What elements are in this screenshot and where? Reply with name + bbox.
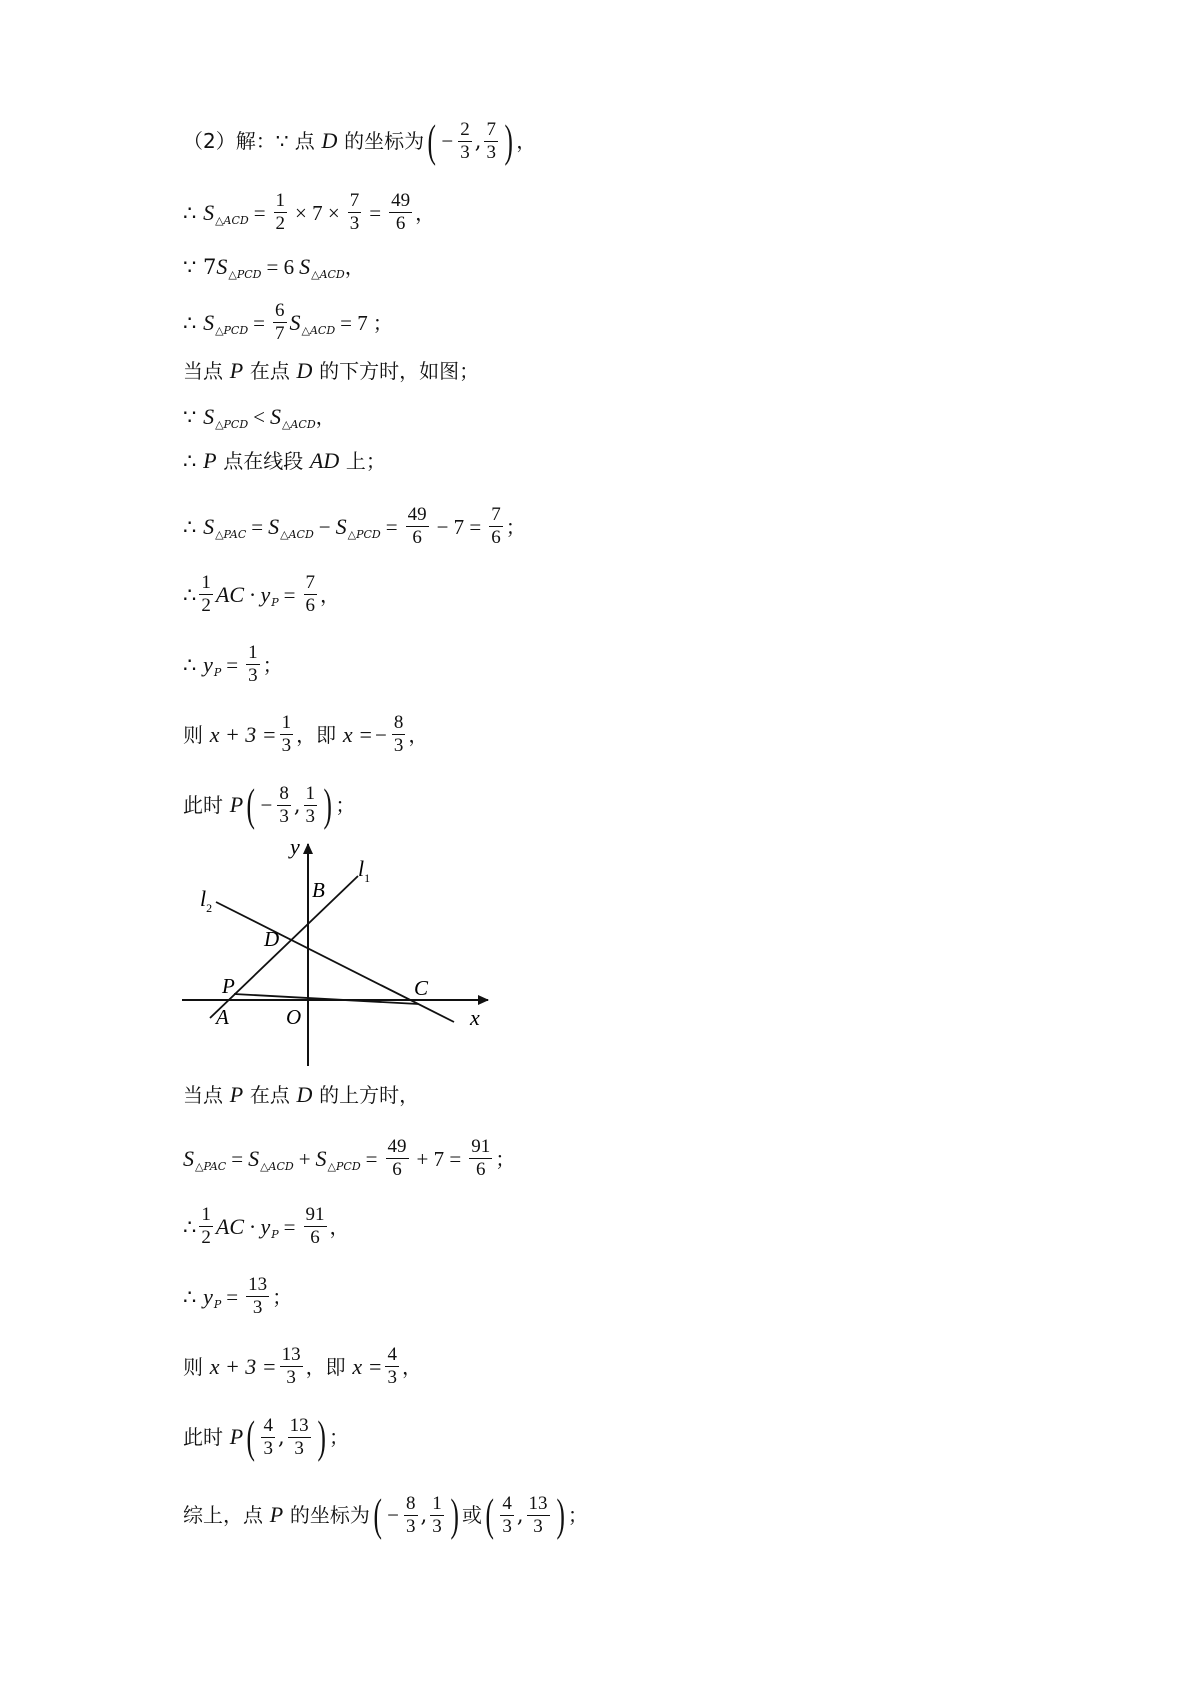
numerator: 13 — [248, 1274, 268, 1295]
text: ， — [315, 405, 336, 429]
numerator: 1 — [201, 572, 211, 593]
subscript: △ACD — [215, 213, 249, 227]
denominator: 3 — [533, 1515, 543, 1537]
bracket: ( — [485, 1489, 494, 1540]
text: 则 — [183, 722, 203, 747]
text: ； — [272, 1284, 293, 1309]
math-text: ∴ — [183, 514, 197, 539]
line-l2 — [216, 902, 454, 1022]
math-operator: = — [231, 1146, 244, 1171]
solution-line-7 — [183, 446, 386, 476]
fraction — [404, 1493, 418, 1538]
fraction — [385, 1344, 399, 1389]
math-operator: = — [253, 310, 266, 335]
math-text: ∴ — [183, 200, 197, 225]
math-symbol: S — [203, 199, 215, 225]
denominator: 6 — [305, 595, 316, 616]
math-symbol: S — [335, 513, 347, 539]
numerator: 49 — [391, 190, 411, 211]
numerator: 13 — [528, 1492, 548, 1514]
text: ； — [262, 652, 283, 677]
fraction — [304, 783, 318, 828]
math-operator: < — [253, 405, 266, 429]
math-operator: = — [283, 582, 296, 607]
denominator: 3 — [460, 141, 470, 163]
math-symbol: y — [203, 1283, 213, 1309]
math-operator: + — [298, 1146, 311, 1171]
denominator: 6 — [392, 1159, 402, 1180]
fraction — [484, 119, 498, 164]
solution-line-9 — [183, 572, 340, 617]
numerator: 49 — [387, 1136, 407, 1157]
fraction — [273, 300, 287, 345]
denominator: 3 — [486, 141, 496, 163]
solution-line-8 — [183, 504, 526, 549]
math-operator: = — [369, 200, 382, 225]
text: ， — [408, 722, 429, 747]
math-symbol: S — [203, 513, 215, 539]
text: ，即 — [305, 1354, 346, 1379]
subscript: △PAC — [195, 1159, 227, 1173]
solution-line-2 — [183, 190, 435, 235]
math-symbol: x + 3 = — [209, 1353, 277, 1379]
solution-line-15 — [183, 1204, 350, 1249]
text: 当点 — [183, 1083, 223, 1107]
fraction — [392, 712, 406, 757]
label-l1: $l_1$ — [358, 856, 371, 885]
subscript: △PAC — [215, 527, 247, 541]
math-text: ∴ — [183, 1214, 197, 1239]
coordinate: ( $\frac{4}{3}$ , $\frac{13}{3}$ ) — [485, 1489, 565, 1540]
denominator: 7 — [275, 323, 285, 344]
denominator: 3 — [279, 805, 289, 827]
fraction — [430, 1493, 444, 1538]
fraction — [469, 1136, 492, 1181]
solution-line-11 — [183, 712, 428, 757]
text: 的下方时，如图； — [319, 359, 480, 383]
math-symbol: D — [296, 1082, 313, 1107]
math-operator: = — [365, 1146, 378, 1171]
subscript: △PCD — [327, 1159, 361, 1173]
fraction — [304, 572, 318, 617]
math-operator: = — [253, 200, 266, 225]
denominator: 3 — [294, 1437, 304, 1459]
math-symbol: S — [289, 309, 301, 335]
denominator: 2 — [201, 1227, 211, 1248]
subscript: △PCD — [215, 323, 249, 337]
fraction — [246, 1274, 269, 1319]
math-operator: = — [226, 652, 239, 677]
denominator: 3 — [248, 665, 258, 686]
text: 当点 — [183, 359, 223, 383]
subscript: P — [213, 665, 222, 679]
fraction — [458, 119, 472, 164]
text: ， — [415, 200, 436, 225]
numerator: 7 — [349, 190, 360, 211]
numerator: 1 — [305, 782, 315, 804]
math-symbol: P — [203, 448, 217, 473]
subscript: △PCD — [347, 527, 381, 541]
fraction — [389, 190, 412, 235]
text: ， — [344, 255, 365, 279]
math-operator: = 6 — [266, 255, 295, 279]
solution-line-10 — [183, 642, 283, 687]
text: 的上方时， — [319, 1083, 420, 1107]
subscript: P — [271, 1227, 279, 1241]
math-text: ∵ 7 — [183, 255, 217, 279]
math-symbol: AC · y — [215, 1213, 271, 1239]
solution-line-3 — [183, 252, 365, 282]
denominator: 6 — [491, 527, 501, 548]
numerator: 7 — [491, 504, 501, 525]
math-symbol: P — [229, 1424, 244, 1449]
subscript: △ACD — [282, 418, 316, 431]
solution-line-17 — [183, 1344, 422, 1389]
text: ， — [516, 129, 537, 153]
fraction — [277, 783, 291, 828]
text: ， — [329, 1214, 350, 1239]
math-symbol: D — [296, 358, 313, 383]
coordinate: ( $\frac{4}{3}$ , $\frac{13}{3}$ ) — [246, 1411, 326, 1462]
math-operator: = — [226, 1284, 239, 1309]
label-O: O — [286, 1005, 302, 1029]
denominator: 3 — [305, 805, 315, 827]
math-text: ∴ — [183, 310, 197, 335]
math-symbol: x = — [352, 1353, 383, 1379]
numerator: 91 — [471, 1136, 491, 1157]
numerator: 1 — [281, 712, 292, 733]
text: 此时 — [183, 1425, 223, 1449]
math-symbol: P — [229, 1082, 244, 1107]
math-symbol: y — [203, 651, 213, 677]
text: （2）解：∵ 点 — [183, 129, 315, 153]
fraction — [199, 572, 213, 617]
text: 则 — [183, 1354, 203, 1379]
numerator: 91 — [305, 1204, 325, 1225]
math-operator: − 7 = — [436, 514, 482, 539]
denominator: 6 — [412, 527, 422, 548]
text: ； — [505, 514, 526, 539]
label-A: A — [216, 1005, 229, 1029]
numerator: 8 — [406, 1492, 416, 1514]
fraction — [274, 190, 288, 235]
subscript: △ACD — [311, 268, 345, 281]
math-operator: − — [260, 793, 273, 817]
text: 在点 — [249, 1083, 290, 1107]
denominator: 6 — [310, 1227, 320, 1248]
denominator: 3 — [281, 735, 292, 756]
coordinate: ( − $\frac{8}{3}$ , $\frac{1}{3}$ ) — [246, 779, 332, 830]
denominator: 3 — [502, 1515, 512, 1537]
fraction — [527, 1493, 550, 1538]
solution-line-1 — [183, 115, 537, 166]
fraction — [304, 1204, 327, 1249]
denominator: 3 — [406, 1515, 416, 1537]
text: ， — [401, 1354, 422, 1379]
solution-line-16 — [183, 1274, 292, 1319]
math-symbol: AD — [309, 448, 340, 473]
bracket: ( — [246, 1411, 256, 1462]
math-symbol: P — [229, 358, 244, 383]
math-operator: − — [318, 514, 331, 539]
text: ， — [320, 582, 341, 607]
subscript: △ACD — [260, 1159, 294, 1173]
numerator: 13 — [289, 1414, 309, 1436]
text: 的坐标为 — [344, 129, 425, 153]
numerator: 4 — [502, 1492, 512, 1514]
numerator: 7 — [305, 572, 316, 593]
math-text: ∵ — [183, 405, 197, 429]
math-symbol: S — [268, 513, 280, 539]
fraction — [500, 1493, 514, 1538]
math-symbol: S — [270, 404, 282, 429]
text: ； — [328, 1425, 349, 1449]
subscript: P — [213, 1297, 222, 1311]
math-symbol: S — [299, 254, 311, 279]
label-B: B — [312, 878, 325, 902]
denominator: 3 — [252, 1297, 263, 1318]
subscript: P — [271, 595, 279, 609]
numerator: 1 — [248, 642, 258, 663]
label-y: y — [290, 838, 300, 859]
solution-line-4 — [183, 300, 393, 345]
math-symbol: P — [229, 792, 244, 817]
bracket: ) — [555, 1489, 565, 1540]
math-operator: = — [283, 1214, 296, 1239]
numerator: 49 — [407, 504, 427, 525]
denominator: 3 — [387, 1367, 397, 1388]
denominator: 6 — [395, 213, 406, 234]
denominator: 3 — [432, 1515, 442, 1537]
text: 上； — [345, 449, 386, 473]
fraction — [348, 190, 362, 235]
fraction — [489, 504, 503, 549]
numerator: 1 — [201, 1204, 211, 1225]
text: 此时 — [183, 793, 223, 817]
denominator: 3 — [263, 1437, 273, 1459]
math-symbol: D — [321, 128, 338, 153]
math-operator: − — [387, 1503, 399, 1527]
solution-line-5 — [183, 356, 479, 386]
numerator: 4 — [387, 1344, 397, 1365]
subscript: △ACD — [280, 527, 314, 541]
denominator: 2 — [275, 213, 286, 234]
fraction — [246, 642, 260, 687]
math-symbol: S — [183, 1145, 194, 1171]
math-symbol: P — [269, 1502, 284, 1527]
math-text: ∴ — [183, 449, 197, 473]
text: ，即 — [296, 722, 337, 747]
math-operator: + 7 = — [416, 1146, 462, 1171]
label-C: C — [414, 976, 429, 1000]
math-operator: × 7 × — [295, 200, 340, 225]
bracket: ) — [323, 779, 332, 830]
math-symbol: S — [216, 254, 228, 279]
label-P: P — [222, 974, 235, 998]
text: 综上，点 — [183, 1503, 263, 1527]
bracket: ) — [504, 115, 513, 166]
math-symbol: x = — [342, 721, 373, 747]
label-l2: $l_2$ — [200, 886, 213, 915]
text: 或 — [462, 1503, 483, 1527]
numerator: 1 — [432, 1492, 442, 1514]
subscript: △PCD — [215, 418, 249, 431]
denominator: 6 — [475, 1159, 486, 1180]
fraction — [288, 1415, 311, 1460]
fraction — [280, 1344, 303, 1389]
denominator: 3 — [393, 735, 404, 756]
subscript: △ACD — [301, 323, 336, 337]
math-operator: − — [441, 129, 454, 153]
numerator: 13 — [281, 1344, 301, 1365]
denominator: 2 — [201, 595, 211, 616]
subscript: △PCD — [228, 268, 262, 281]
math-operator: = — [251, 514, 264, 539]
math-operator: = — [385, 514, 398, 539]
text: ； — [335, 793, 356, 817]
math-symbol: S — [203, 404, 215, 429]
text: 点在线段 — [223, 449, 304, 473]
fraction — [261, 1415, 275, 1460]
math-operator: = 7 — [340, 310, 368, 335]
fraction — [386, 1136, 409, 1181]
math-text: ∴ — [183, 652, 197, 677]
math-text: ∴ — [183, 1284, 197, 1309]
math-symbol: S — [248, 1145, 260, 1171]
solution-line-6 — [183, 402, 336, 432]
coordinate-figure — [178, 838, 508, 1070]
text: 在点 — [249, 359, 290, 383]
denominator: 3 — [286, 1367, 296, 1388]
numerator: 8 — [279, 782, 289, 804]
numerator: 2 — [460, 118, 470, 140]
label-x: x — [470, 1005, 480, 1030]
coord-D: ( − $\frac{2}{3}$ , $\frac{7}{3}$ ) — [427, 115, 513, 166]
label-D: D — [264, 927, 280, 951]
text: ； — [495, 1146, 516, 1171]
solution-line-18 — [183, 1411, 349, 1462]
bracket: ) — [450, 1489, 459, 1540]
bracket: ( — [246, 779, 256, 830]
solution-line-19 — [183, 1489, 588, 1540]
fraction — [406, 504, 429, 549]
numerator: 8 — [393, 712, 404, 733]
numerator: 1 — [275, 190, 286, 211]
coordinate: ( − $\frac{8}{3}$ , $\frac{1}{3}$ ) — [373, 1489, 459, 1540]
solution-line-13 — [183, 1080, 419, 1110]
math-symbol: AC · y — [215, 581, 271, 607]
solution-line-14 — [183, 1136, 515, 1181]
math-symbol: x + 3 = — [209, 721, 277, 747]
denominator: 3 — [349, 213, 360, 234]
solution-line-12 — [183, 779, 356, 830]
math-symbol: S — [203, 309, 215, 335]
bracket: ( — [373, 1489, 382, 1540]
bracket: ( — [427, 115, 436, 166]
bracket: ) — [317, 1411, 326, 1462]
numerator: 6 — [275, 300, 285, 321]
fraction — [199, 1204, 213, 1249]
math-operator: − — [374, 722, 387, 747]
math-symbol: S — [315, 1145, 327, 1171]
text: ； — [567, 1503, 588, 1527]
text: ； — [372, 310, 393, 335]
fraction — [280, 712, 294, 757]
numerator: 7 — [486, 118, 496, 140]
text: 的坐标为 — [289, 1503, 370, 1527]
math-text: ∴ — [183, 582, 197, 607]
numerator: 4 — [263, 1414, 273, 1436]
